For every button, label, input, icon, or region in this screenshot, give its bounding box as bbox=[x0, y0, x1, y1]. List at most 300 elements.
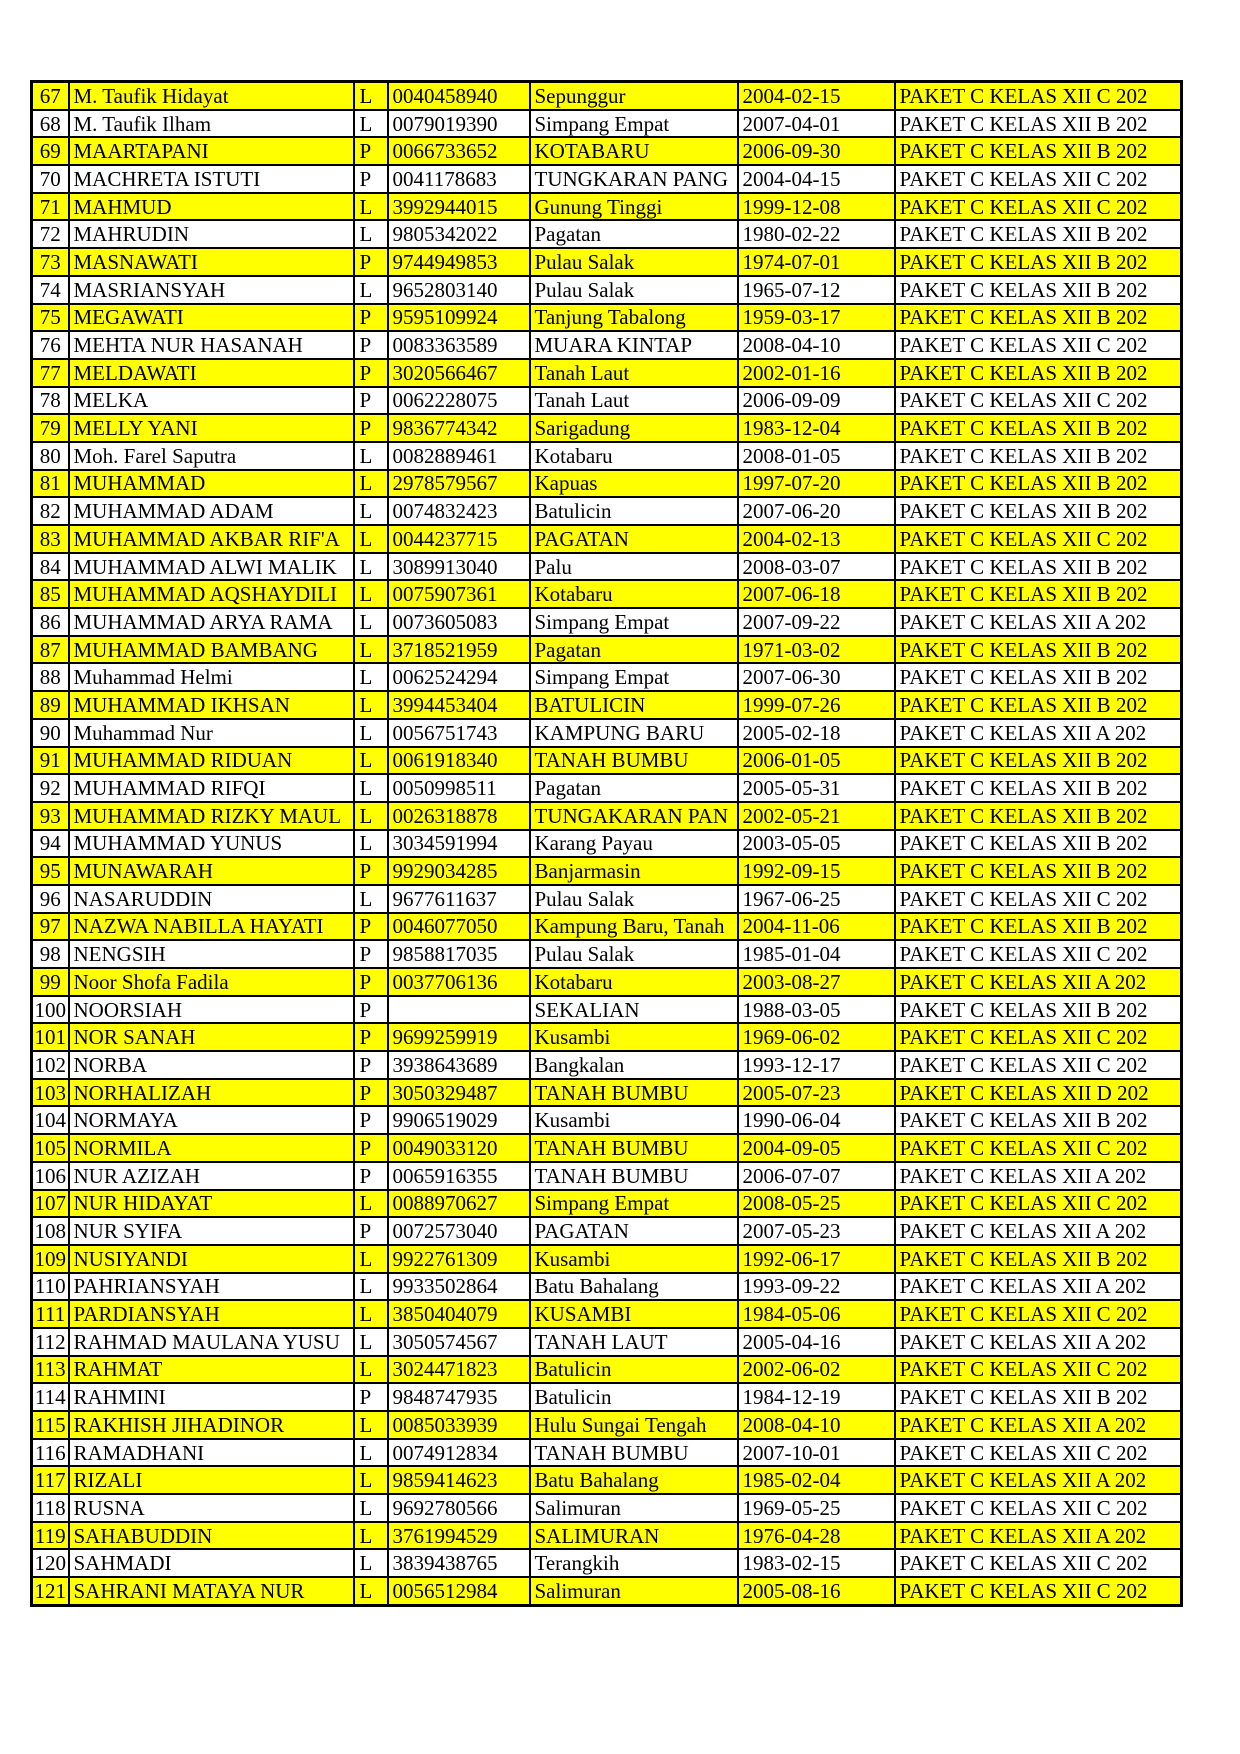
cell-nisn: 9805342022 bbox=[388, 220, 530, 248]
cell-no: 96 bbox=[32, 885, 69, 913]
cell-birth-date: 1985-01-04 bbox=[738, 940, 895, 968]
cell-name: NORHALIZAH bbox=[69, 1079, 354, 1107]
cell-birth-place: Banjarmasin bbox=[530, 857, 738, 885]
cell-gender: L bbox=[354, 553, 388, 581]
cell-no: 74 bbox=[32, 276, 69, 304]
cell-birth-place: Tanah Laut bbox=[530, 359, 738, 387]
cell-birth-date: 1983-12-04 bbox=[738, 414, 895, 442]
table-row bbox=[32, 248, 1182, 276]
cell-birth-place: Pagatan bbox=[530, 636, 738, 664]
table-row bbox=[32, 1328, 1182, 1356]
cell-birth-place: Gunung Tinggi bbox=[530, 193, 738, 221]
cell-birth-date: 1959-03-17 bbox=[738, 304, 895, 332]
cell-birth-date: 1967-06-25 bbox=[738, 885, 895, 913]
cell-class-group: PAKET C KELAS XII B 202 bbox=[895, 580, 1182, 608]
cell-nisn: 0037706136 bbox=[388, 968, 530, 996]
cell-nisn: 3839438765 bbox=[388, 1549, 530, 1577]
cell-name: M. Taufik Hidayat bbox=[69, 82, 354, 110]
cell-nisn: 0050998511 bbox=[388, 774, 530, 802]
cell-birth-date: 2002-06-02 bbox=[738, 1356, 895, 1384]
cell-gender: P bbox=[354, 968, 388, 996]
cell-name: RAHMAT bbox=[69, 1356, 354, 1384]
cell-birth-place: Kapuas bbox=[530, 470, 738, 498]
cell-no: 110 bbox=[32, 1273, 69, 1301]
cell-nisn: 3050329487 bbox=[388, 1079, 530, 1107]
cell-name: NUSIYANDI bbox=[69, 1245, 354, 1273]
cell-no: 89 bbox=[32, 691, 69, 719]
cell-no: 120 bbox=[32, 1549, 69, 1577]
cell-birth-date: 1997-07-20 bbox=[738, 470, 895, 498]
cell-birth-place: Kotabaru bbox=[530, 442, 738, 470]
table-row bbox=[32, 137, 1182, 165]
cell-birth-date: 1985-02-04 bbox=[738, 1466, 895, 1494]
cell-gender: L bbox=[354, 802, 388, 830]
cell-class-group: PAKET C KELAS XII C 202 bbox=[895, 331, 1182, 359]
cell-gender: L bbox=[354, 220, 388, 248]
cell-gender: P bbox=[354, 1023, 388, 1051]
cell-birth-date: 1980-02-22 bbox=[738, 220, 895, 248]
cell-birth-date: 1988-03-05 bbox=[738, 996, 895, 1024]
cell-nisn: 9858817035 bbox=[388, 940, 530, 968]
cell-gender: L bbox=[354, 830, 388, 858]
cell-birth-date: 1992-06-17 bbox=[738, 1245, 895, 1273]
cell-no: 86 bbox=[32, 608, 69, 636]
table-row bbox=[32, 414, 1182, 442]
cell-no: 75 bbox=[32, 304, 69, 332]
cell-nisn: 0083363589 bbox=[388, 331, 530, 359]
cell-nisn: 9848747935 bbox=[388, 1383, 530, 1411]
cell-nisn: 0056751743 bbox=[388, 719, 530, 747]
cell-nisn: 0082889461 bbox=[388, 442, 530, 470]
cell-gender: L bbox=[354, 1466, 388, 1494]
cell-class-group: PAKET C KELAS XII C 202 bbox=[895, 1190, 1182, 1218]
cell-birth-place: PAGATAN bbox=[530, 1217, 738, 1245]
cell-birth-place: Kotabaru bbox=[530, 968, 738, 996]
cell-class-group: PAKET C KELAS XII C 202 bbox=[895, 1439, 1182, 1467]
cell-no: 95 bbox=[32, 857, 69, 885]
cell-class-group: PAKET C KELAS XII A 202 bbox=[895, 1522, 1182, 1550]
cell-name: PARDIANSYAH bbox=[69, 1300, 354, 1328]
cell-no: 92 bbox=[32, 774, 69, 802]
cell-birth-place: PAGATAN bbox=[530, 525, 738, 553]
cell-class-group: PAKET C KELAS XII C 202 bbox=[895, 525, 1182, 553]
cell-gender: P bbox=[354, 1217, 388, 1245]
cell-birth-date: 1999-12-08 bbox=[738, 193, 895, 221]
cell-gender: P bbox=[354, 996, 388, 1024]
cell-birth-place: Simpang Empat bbox=[530, 608, 738, 636]
cell-class-group: PAKET C KELAS XII A 202 bbox=[895, 1273, 1182, 1301]
cell-birth-place: KAMPUNG BARU bbox=[530, 719, 738, 747]
cell-birth-place: Simpang Empat bbox=[530, 663, 738, 691]
cell-nisn: 0074832423 bbox=[388, 497, 530, 525]
cell-class-group: PAKET C KELAS XII B 202 bbox=[895, 830, 1182, 858]
cell-birth-date: 1971-03-02 bbox=[738, 636, 895, 664]
cell-no: 67 bbox=[32, 82, 69, 110]
cell-gender: P bbox=[354, 1383, 388, 1411]
cell-birth-date: 2004-04-15 bbox=[738, 165, 895, 193]
cell-nisn: 3034591994 bbox=[388, 830, 530, 858]
cell-class-group: PAKET C KELAS XII A 202 bbox=[895, 1217, 1182, 1245]
table-row bbox=[32, 1411, 1182, 1439]
cell-gender: P bbox=[354, 414, 388, 442]
table-row bbox=[32, 1494, 1182, 1522]
table-row bbox=[32, 719, 1182, 747]
cell-birth-place: Palu bbox=[530, 553, 738, 581]
cell-birth-place: Pagatan bbox=[530, 774, 738, 802]
cell-name: MAHMUD bbox=[69, 193, 354, 221]
cell-birth-place: Batu Bahalang bbox=[530, 1273, 738, 1301]
table-row bbox=[32, 1522, 1182, 1550]
cell-class-group: PAKET C KELAS XII B 202 bbox=[895, 248, 1182, 276]
cell-gender: L bbox=[354, 608, 388, 636]
cell-gender: L bbox=[354, 774, 388, 802]
cell-birth-date: 2008-01-05 bbox=[738, 442, 895, 470]
table-row bbox=[32, 1577, 1182, 1605]
cell-class-group: PAKET C KELAS XII B 202 bbox=[895, 857, 1182, 885]
cell-gender: L bbox=[354, 1439, 388, 1467]
cell-birth-place: TANAH BUMBU bbox=[530, 1439, 738, 1467]
table-row bbox=[32, 220, 1182, 248]
table-row bbox=[32, 387, 1182, 415]
cell-birth-date: 2002-05-21 bbox=[738, 802, 895, 830]
cell-name: MUHAMMAD RIFQI bbox=[69, 774, 354, 802]
table-row bbox=[32, 691, 1182, 719]
cell-no: 83 bbox=[32, 525, 69, 553]
cell-no: 93 bbox=[32, 802, 69, 830]
table-row bbox=[32, 359, 1182, 387]
cell-no: 115 bbox=[32, 1411, 69, 1439]
cell-gender: P bbox=[354, 359, 388, 387]
cell-class-group: PAKET C KELAS XII B 202 bbox=[895, 276, 1182, 304]
cell-nisn: 0046077050 bbox=[388, 913, 530, 941]
cell-no: 82 bbox=[32, 497, 69, 525]
cell-name: NOORSIAH bbox=[69, 996, 354, 1024]
cell-no: 91 bbox=[32, 747, 69, 775]
cell-no: 70 bbox=[32, 165, 69, 193]
cell-gender: P bbox=[354, 331, 388, 359]
cell-gender: L bbox=[354, 525, 388, 553]
cell-birth-place: Batulicin bbox=[530, 497, 738, 525]
cell-birth-place: Karang Payau bbox=[530, 830, 738, 858]
cell-birth-place: TUNGAKARAN PAN bbox=[530, 802, 738, 830]
cell-nisn: 0085033939 bbox=[388, 1411, 530, 1439]
cell-name: NORMILA bbox=[69, 1134, 354, 1162]
cell-gender: L bbox=[354, 1522, 388, 1550]
cell-birth-place: Hulu Sungai Tengah bbox=[530, 1411, 738, 1439]
cell-gender: P bbox=[354, 387, 388, 415]
table-row bbox=[32, 747, 1182, 775]
cell-name: MUHAMMAD ARYA RAMA bbox=[69, 608, 354, 636]
cell-birth-place: Batulicin bbox=[530, 1356, 738, 1384]
cell-no: 78 bbox=[32, 387, 69, 415]
cell-birth-date: 2008-03-07 bbox=[738, 553, 895, 581]
cell-class-group: PAKET C KELAS XII C 202 bbox=[895, 885, 1182, 913]
cell-no: 116 bbox=[32, 1439, 69, 1467]
cell-birth-place: Kusambi bbox=[530, 1245, 738, 1273]
cell-nisn: 9692780566 bbox=[388, 1494, 530, 1522]
cell-class-group: PAKET C KELAS XII B 202 bbox=[895, 996, 1182, 1024]
cell-birth-date: 2005-08-16 bbox=[738, 1577, 895, 1605]
cell-nisn: 9836774342 bbox=[388, 414, 530, 442]
cell-gender: P bbox=[354, 1079, 388, 1107]
cell-gender: P bbox=[354, 913, 388, 941]
cell-no: 106 bbox=[32, 1162, 69, 1190]
table-row bbox=[32, 1273, 1182, 1301]
cell-name: NUR HIDAYAT bbox=[69, 1190, 354, 1218]
cell-gender: L bbox=[354, 1273, 388, 1301]
table-row bbox=[32, 1051, 1182, 1079]
cell-name: MAHRUDIN bbox=[69, 220, 354, 248]
cell-nisn: 0074912834 bbox=[388, 1439, 530, 1467]
cell-name: MELDAWATI bbox=[69, 359, 354, 387]
cell-birth-place: SALIMURAN bbox=[530, 1522, 738, 1550]
cell-name: MELLY YANI bbox=[69, 414, 354, 442]
cell-name: Muhammad Helmi bbox=[69, 663, 354, 691]
cell-birth-date: 1969-06-02 bbox=[738, 1023, 895, 1051]
cell-name: MASRIANSYAH bbox=[69, 276, 354, 304]
cell-class-group: PAKET C KELAS XII C 202 bbox=[895, 1134, 1182, 1162]
cell-name: NASARUDDIN bbox=[69, 885, 354, 913]
cell-no: 68 bbox=[32, 110, 69, 138]
cell-nisn: 0072573040 bbox=[388, 1217, 530, 1245]
cell-birth-date: 2005-02-18 bbox=[738, 719, 895, 747]
cell-birth-place: SEKALIAN bbox=[530, 996, 738, 1024]
cell-class-group: PAKET C KELAS XII B 202 bbox=[895, 774, 1182, 802]
cell-nisn: 9922761309 bbox=[388, 1245, 530, 1273]
table-row bbox=[32, 663, 1182, 691]
cell-name: RUSNA bbox=[69, 1494, 354, 1522]
cell-name: RAKHISH JIHADINOR bbox=[69, 1411, 354, 1439]
table-row bbox=[32, 1356, 1182, 1384]
table-row bbox=[32, 1300, 1182, 1328]
cell-class-group: PAKET C KELAS XII B 202 bbox=[895, 747, 1182, 775]
cell-class-group: PAKET C KELAS XII A 202 bbox=[895, 608, 1182, 636]
cell-class-group: PAKET C KELAS XII C 202 bbox=[895, 165, 1182, 193]
cell-nisn: 3850404079 bbox=[388, 1300, 530, 1328]
cell-gender: L bbox=[354, 110, 388, 138]
cell-gender: P bbox=[354, 1051, 388, 1079]
cell-birth-date: 2005-05-31 bbox=[738, 774, 895, 802]
cell-nisn: 0079019390 bbox=[388, 110, 530, 138]
cell-no: 117 bbox=[32, 1466, 69, 1494]
cell-gender: L bbox=[354, 276, 388, 304]
table-row bbox=[32, 497, 1182, 525]
table-row bbox=[32, 525, 1182, 553]
cell-name: MUHAMMAD ALWI MALIK bbox=[69, 553, 354, 581]
cell-name: RAHMINI bbox=[69, 1383, 354, 1411]
cell-nisn: 0061918340 bbox=[388, 747, 530, 775]
cell-birth-date: 2007-06-30 bbox=[738, 663, 895, 691]
cell-no: 98 bbox=[32, 940, 69, 968]
cell-nisn: 3020566467 bbox=[388, 359, 530, 387]
cell-nisn: 9652803140 bbox=[388, 276, 530, 304]
cell-gender: P bbox=[354, 940, 388, 968]
cell-nisn: 0088970627 bbox=[388, 1190, 530, 1218]
cell-class-group: PAKET C KELAS XII B 202 bbox=[895, 913, 1182, 941]
cell-nisn: 0073605083 bbox=[388, 608, 530, 636]
cell-name: MUHAMMAD BAMBANG bbox=[69, 636, 354, 664]
cell-no: 108 bbox=[32, 1217, 69, 1245]
table-row bbox=[32, 304, 1182, 332]
cell-name: NORBA bbox=[69, 1051, 354, 1079]
cell-gender: P bbox=[354, 1106, 388, 1134]
cell-class-group: PAKET C KELAS XII B 202 bbox=[895, 1245, 1182, 1273]
cell-no: 84 bbox=[32, 553, 69, 581]
cell-name: MUHAMMAD AKBAR RIF'A bbox=[69, 525, 354, 553]
table-row bbox=[32, 331, 1182, 359]
cell-birth-place: Tanjung Tabalong bbox=[530, 304, 738, 332]
cell-birth-date: 2006-01-05 bbox=[738, 747, 895, 775]
table-row bbox=[32, 1245, 1182, 1273]
cell-gender: L bbox=[354, 1577, 388, 1605]
cell-nisn: 0065916355 bbox=[388, 1162, 530, 1190]
cell-class-group: PAKET C KELAS XII A 202 bbox=[895, 1466, 1182, 1494]
cell-class-group: PAKET C KELAS XII C 202 bbox=[895, 940, 1182, 968]
cell-birth-place: Tanah Laut bbox=[530, 387, 738, 415]
table-row bbox=[32, 1383, 1182, 1411]
cell-birth-date: 2008-04-10 bbox=[738, 1411, 895, 1439]
cell-class-group: PAKET C KELAS XII C 202 bbox=[895, 1051, 1182, 1079]
cell-nisn: 3089913040 bbox=[388, 553, 530, 581]
cell-no: 71 bbox=[32, 193, 69, 221]
cell-gender: L bbox=[354, 1328, 388, 1356]
table-row bbox=[32, 830, 1182, 858]
cell-no: 80 bbox=[32, 442, 69, 470]
cell-birth-date: 2004-09-05 bbox=[738, 1134, 895, 1162]
cell-class-group: PAKET C KELAS XII B 202 bbox=[895, 470, 1182, 498]
cell-birth-date: 2007-05-23 bbox=[738, 1217, 895, 1245]
cell-birth-date: 2004-11-06 bbox=[738, 913, 895, 941]
cell-name: Moh. Farel Saputra bbox=[69, 442, 354, 470]
cell-nisn: 2978579567 bbox=[388, 470, 530, 498]
cell-no: 112 bbox=[32, 1328, 69, 1356]
cell-no: 109 bbox=[32, 1245, 69, 1273]
cell-nisn: 0040458940 bbox=[388, 82, 530, 110]
cell-class-group: PAKET C KELAS XII B 202 bbox=[895, 359, 1182, 387]
table-row bbox=[32, 193, 1182, 221]
table-row bbox=[32, 1134, 1182, 1162]
cell-class-group: PAKET C KELAS XII A 202 bbox=[895, 1411, 1182, 1439]
table-row bbox=[32, 608, 1182, 636]
cell-class-group: PAKET C KELAS XII B 202 bbox=[895, 663, 1182, 691]
table-row bbox=[32, 470, 1182, 498]
cell-gender: L bbox=[354, 1411, 388, 1439]
cell-no: 99 bbox=[32, 968, 69, 996]
cell-gender: L bbox=[354, 442, 388, 470]
cell-birth-date: 1993-12-17 bbox=[738, 1051, 895, 1079]
cell-gender: P bbox=[354, 1162, 388, 1190]
cell-gender: L bbox=[354, 1300, 388, 1328]
cell-nisn: 9595109924 bbox=[388, 304, 530, 332]
cell-class-group: PAKET C KELAS XII C 202 bbox=[895, 1356, 1182, 1384]
cell-nisn: 9677611637 bbox=[388, 885, 530, 913]
cell-class-group: PAKET C KELAS XII B 202 bbox=[895, 553, 1182, 581]
cell-no: 118 bbox=[32, 1494, 69, 1522]
cell-name: MACHRETA ISTUTI bbox=[69, 165, 354, 193]
cell-nisn: 0056512984 bbox=[388, 1577, 530, 1605]
cell-nisn: 3992944015 bbox=[388, 193, 530, 221]
table-row bbox=[32, 442, 1182, 470]
table-row bbox=[32, 636, 1182, 664]
cell-birth-place: TANAH BUMBU bbox=[530, 1162, 738, 1190]
cell-class-group: PAKET C KELAS XII B 202 bbox=[895, 442, 1182, 470]
cell-birth-date: 1983-02-15 bbox=[738, 1549, 895, 1577]
cell-nisn: 3024471823 bbox=[388, 1356, 530, 1384]
cell-no: 104 bbox=[32, 1106, 69, 1134]
cell-no: 103 bbox=[32, 1079, 69, 1107]
cell-nisn: 0075907361 bbox=[388, 580, 530, 608]
cell-class-group: PAKET C KELAS XII B 202 bbox=[895, 304, 1182, 332]
cell-no: 121 bbox=[32, 1577, 69, 1605]
cell-class-group: PAKET C KELAS XII C 202 bbox=[895, 82, 1182, 110]
cell-name: MUHAMMAD RIDUAN bbox=[69, 747, 354, 775]
cell-no: 119 bbox=[32, 1522, 69, 1550]
cell-nisn: 0044237715 bbox=[388, 525, 530, 553]
cell-name: SAHRANI MATAYA NUR bbox=[69, 1577, 354, 1605]
cell-nisn: 9933502864 bbox=[388, 1273, 530, 1301]
cell-class-group: PAKET C KELAS XII B 202 bbox=[895, 414, 1182, 442]
cell-name: NORMAYA bbox=[69, 1106, 354, 1134]
cell-birth-date: 1965-07-12 bbox=[738, 276, 895, 304]
cell-birth-date: 2007-06-18 bbox=[738, 580, 895, 608]
cell-no: 111 bbox=[32, 1300, 69, 1328]
cell-no: 85 bbox=[32, 580, 69, 608]
cell-gender: L bbox=[354, 580, 388, 608]
cell-no: 113 bbox=[32, 1356, 69, 1384]
table-row bbox=[32, 1190, 1182, 1218]
cell-birth-place: Salimuran bbox=[530, 1494, 738, 1522]
cell-no: 102 bbox=[32, 1051, 69, 1079]
cell-nisn: 0049033120 bbox=[388, 1134, 530, 1162]
cell-class-group: PAKET C KELAS XII B 202 bbox=[895, 137, 1182, 165]
cell-birth-date: 2003-08-27 bbox=[738, 968, 895, 996]
cell-birth-place: Pulau Salak bbox=[530, 248, 738, 276]
cell-birth-date: 1969-05-25 bbox=[738, 1494, 895, 1522]
cell-birth-place: Pagatan bbox=[530, 220, 738, 248]
cell-nisn: 3718521959 bbox=[388, 636, 530, 664]
cell-no: 94 bbox=[32, 830, 69, 858]
cell-no: 81 bbox=[32, 470, 69, 498]
cell-gender: L bbox=[354, 82, 388, 110]
cell-class-group: PAKET C KELAS XII C 202 bbox=[895, 387, 1182, 415]
table-row bbox=[32, 1439, 1182, 1467]
cell-name: MUNAWARAH bbox=[69, 857, 354, 885]
cell-gender: L bbox=[354, 636, 388, 664]
table-row bbox=[32, 996, 1182, 1024]
cell-birth-date: 2004-02-15 bbox=[738, 82, 895, 110]
cell-name: NENGSIH bbox=[69, 940, 354, 968]
cell-name: Muhammad Nur bbox=[69, 719, 354, 747]
cell-name: M. Taufik Ilham bbox=[69, 110, 354, 138]
cell-class-group: PAKET C KELAS XII A 202 bbox=[895, 968, 1182, 996]
cell-gender: L bbox=[354, 470, 388, 498]
cell-gender: L bbox=[354, 1245, 388, 1273]
cell-name: Noor Shofa Fadila bbox=[69, 968, 354, 996]
cell-birth-place: Simpang Empat bbox=[530, 1190, 738, 1218]
cell-name: RIZALI bbox=[69, 1466, 354, 1494]
cell-birth-date: 2002-01-16 bbox=[738, 359, 895, 387]
cell-gender: P bbox=[354, 304, 388, 332]
cell-no: 88 bbox=[32, 663, 69, 691]
cell-class-group: PAKET C KELAS XII C 202 bbox=[895, 193, 1182, 221]
cell-birth-place: Sarigadung bbox=[530, 414, 738, 442]
cell-gender: L bbox=[354, 1549, 388, 1577]
cell-class-group: PAKET C KELAS XII A 202 bbox=[895, 719, 1182, 747]
table-row bbox=[32, 553, 1182, 581]
cell-name: MUHAMMAD ADAM bbox=[69, 497, 354, 525]
cell-birth-place: Sepunggur bbox=[530, 82, 738, 110]
cell-no: 90 bbox=[32, 719, 69, 747]
